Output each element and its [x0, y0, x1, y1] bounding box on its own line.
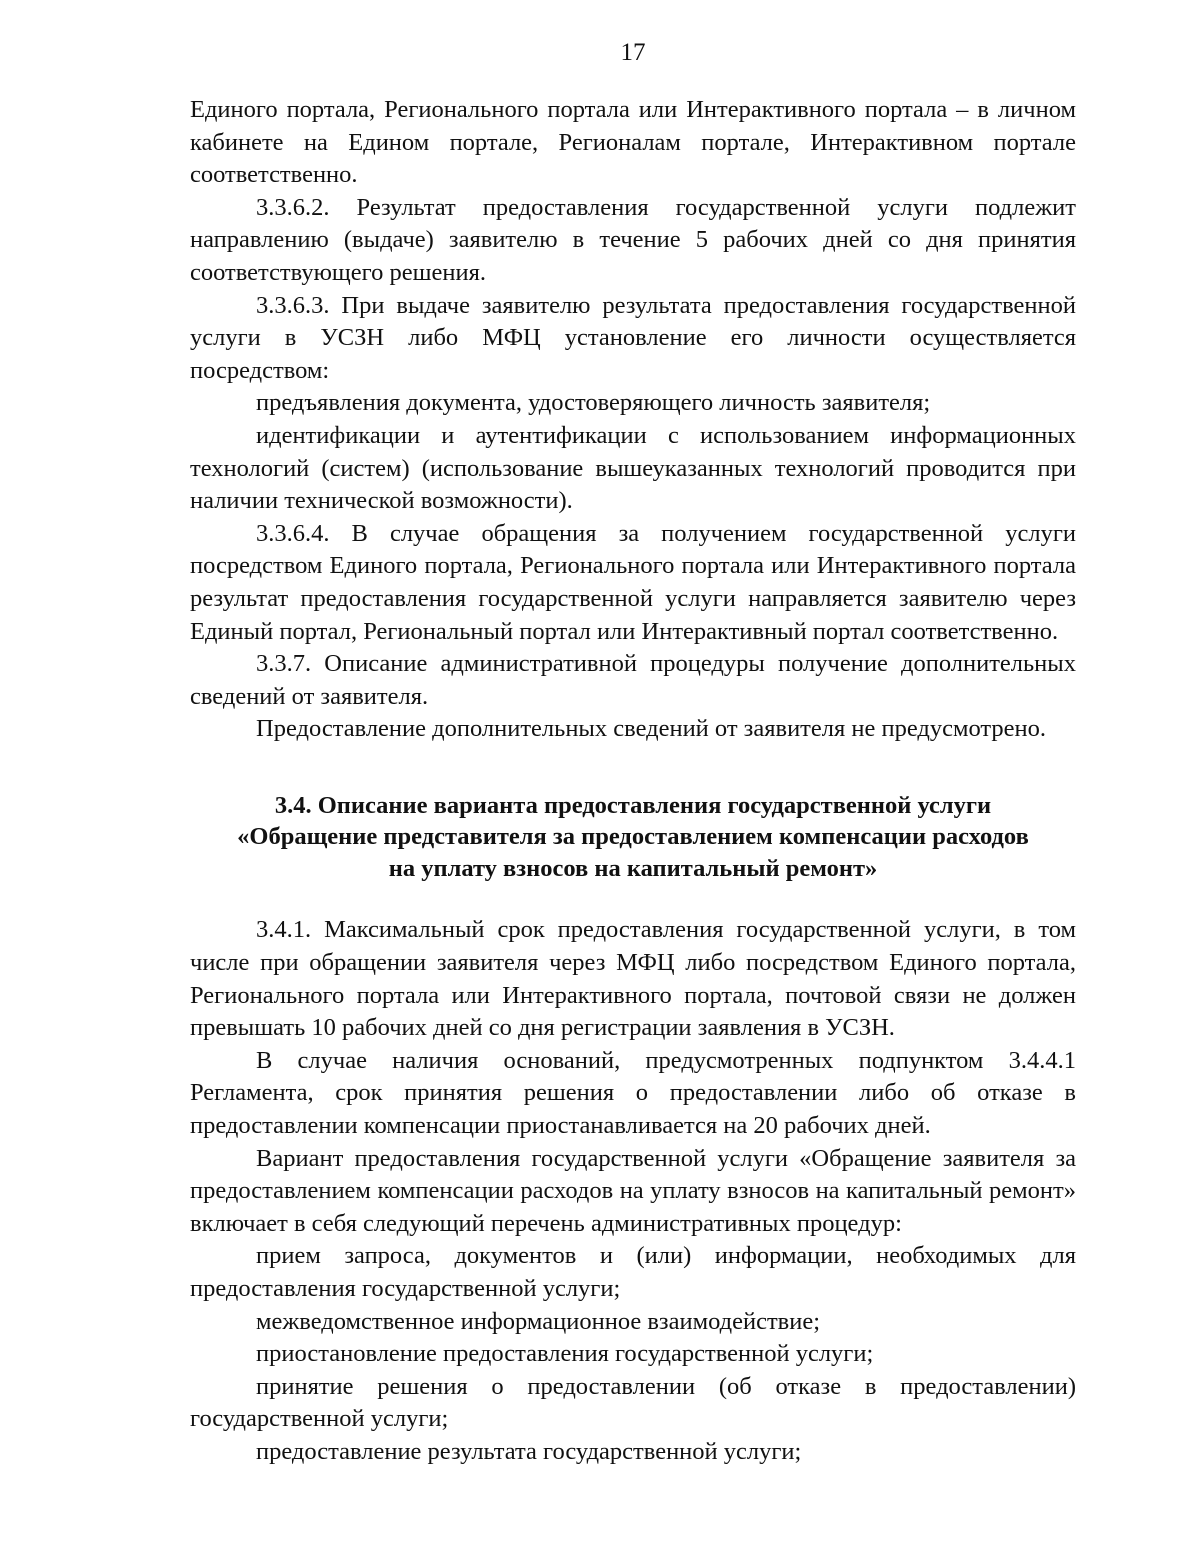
paragraph-3-3-7: 3.3.7. Описание административной процедуры получение дополнительных сведений от заявителя.	[190, 650, 1076, 710]
paragraph-3-3-6-2: 3.3.6.2. Результат предоставления государственной услуги подлежит направлению (выдаче) заявителю в течение 5 рабочих дней со дня принятия соответствующего решения.	[190, 193, 1076, 286]
list-item-identification: идентификации и аутентификации с использованием информационных технологий (систем) (использование вышеуказанных технологий проводится при наличии технической возможности).	[190, 421, 1076, 515]
paragraph-portal-continuation: Единого портала, Регионального портала или Интерактивного портала – в личном кабинете на Едином портале, Регионалам портале, Интерактивном портале соответственно.	[190, 96, 1076, 189]
page-number: 17	[620, 39, 646, 66]
list-item-document-presentation: предъявления документа, удостоверяющего личность заявителя;	[256, 389, 931, 417]
list-item-suspension: приостановление предоставления государственной услуги;	[256, 1340, 874, 1368]
document-page	[190, 30, 1076, 1468]
paragraph-suspension: В случае наличия оснований, предусмотренных подпунктом 3.4.4.1 Регламента, срок принятия решения о предоставлении либо об отказе в предоставлении компенсации приостанавливается на 20 рабочих дней.	[190, 1046, 1076, 1139]
section-heading-3-4: 3.4. Описание варианта предоставления государственной услуги «Обращение представителя за предоставлением компенсации расходов на уплату взносов на капитальный ремонт»	[237, 791, 1029, 882]
paragraph-3-4-1: 3.4.1. Максимальный срок предоставления государственной услуги, в том числе при обращении заявителя через МФЦ либо посредством Единого портала, Регионального портала или Интерактивного портала, почтовой связи не должен превышать 10 рабочих дней со дня регистрации заявления в УСЗН.	[190, 916, 1076, 1042]
paragraph-3-3-6-3: 3.3.6.3. При выдаче заявителю результата предоставления государственной услуги в УСЗН либо МФЦ установление его личности осуществляется посредством:	[190, 291, 1076, 384]
list-item-result: предоставление результата государственной услуги;	[256, 1437, 802, 1465]
paragraph-variant-description: Вариант предоставления государственной услуги «Обращение заявителя за предоставлением компенсации расходов на уплату взносов на капитальный ремонт» включает в себя следующий перечень административных процедур:	[190, 1144, 1076, 1237]
paragraph-3-3-6-4: 3.3.6.4. В случае обращения за получением государственной услуги посредством Единого портала, Регионального портала или Интерактивного портала результат предоставления государственной услуги направляется заявителю через Единый портал, Региональный портал или Интерактивный портал соответственно.	[190, 519, 1076, 645]
list-item-decision: принятие решения о предоставлении (об отказе в предоставлении) государственной услуги;	[190, 1372, 1076, 1433]
paragraph-additional-info: Предоставление дополнительных сведений от заявителя не предусмотрено.	[256, 715, 1047, 743]
list-item-request-reception: прием запроса, документов и (или) информации, необходимых для предоставления государственной услуги;	[190, 1242, 1076, 1302]
list-item-interagency: межведомственное информационное взаимодействие;	[256, 1307, 821, 1335]
